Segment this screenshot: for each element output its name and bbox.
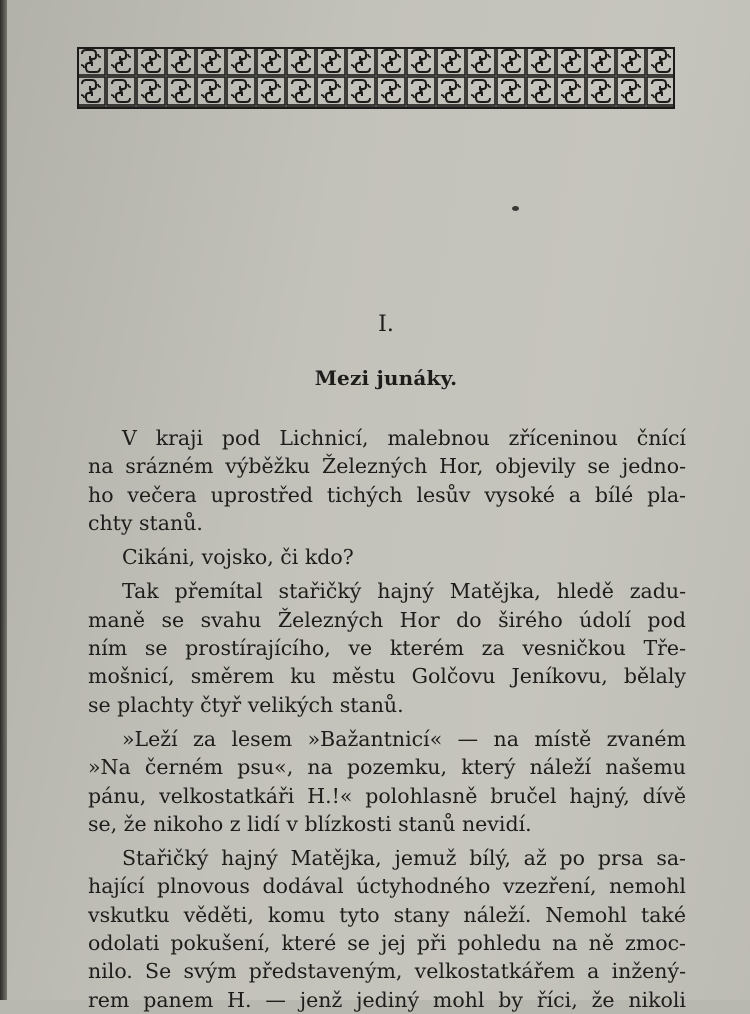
text-line: Stařičký hajný Matějka, jemuž bílý, až po prsa sa- [122, 846, 686, 871]
paragraph [88, 844, 686, 1014]
ornamental-border [76, 46, 676, 110]
text-line: se plachty čtyř velikých stanů. [88, 692, 404, 717]
text-line: Cikáni, vojsko, či kdo? [122, 545, 354, 570]
text-line: maně se svahu Železných Hor do širého údolí pod [88, 607, 686, 632]
text-line: pánu, velkostatkáři H.!« polohlasně bručel hajný, dívě [88, 783, 686, 808]
text-line: ním se prostírajícího, ve kterém za vesničkou Tře- [88, 636, 686, 661]
body-text [88, 424, 686, 1014]
text-line: hající plnovous dodával úctyhodného vzezření, nemohl [88, 874, 686, 899]
paper-speck [512, 206, 519, 211]
text-line: chty stanů. [88, 510, 203, 535]
paragraph [88, 577, 686, 718]
paragraph [88, 725, 686, 838]
text-line: ho večera uprostřed tichých lesův vysoké a bílé pla- [88, 482, 686, 507]
text-line: se, že nikoho z lidí v blízkosti stanů nevidí. [88, 811, 532, 836]
text-line: Tak přemítal stařičký hajný Matějka, hledě zadu- [122, 579, 686, 604]
paragraph [88, 543, 686, 571]
text-line: odolati pokušení, které se jej při pohledu na ně zmoc- [88, 931, 686, 956]
text-line: »Leží za lesem »Bažantnicí« — na místě zvaném [122, 726, 686, 751]
page-binding-edge [0, 0, 7, 1000]
chapter-title: Mezi junáky. [314, 366, 458, 390]
text-line: rem panem H. — jenž jediný mohl by říci, že nikoli [88, 987, 686, 1012]
paragraph [88, 424, 686, 537]
chapter-number: I. [378, 312, 394, 337]
text-line: V kraji pod Lichnicí, malebnou zříceninou čnící [122, 426, 686, 450]
text-line: na srázném výběžku Železných Hor, objevily se jedno- [88, 454, 686, 479]
text-line: »Na černém psu«, na pozemku, který náleží našemu [88, 755, 686, 780]
text-line: nilo. Se svým představeným, velkostatkářem a inžený- [88, 959, 686, 984]
text-line: vskutku věděti, komu tyto stany náleží. Nemohl také [88, 902, 686, 927]
text-line: mošnicí, směrem ku městu Golčovu Jeníkovu, bělaly [88, 664, 686, 689]
